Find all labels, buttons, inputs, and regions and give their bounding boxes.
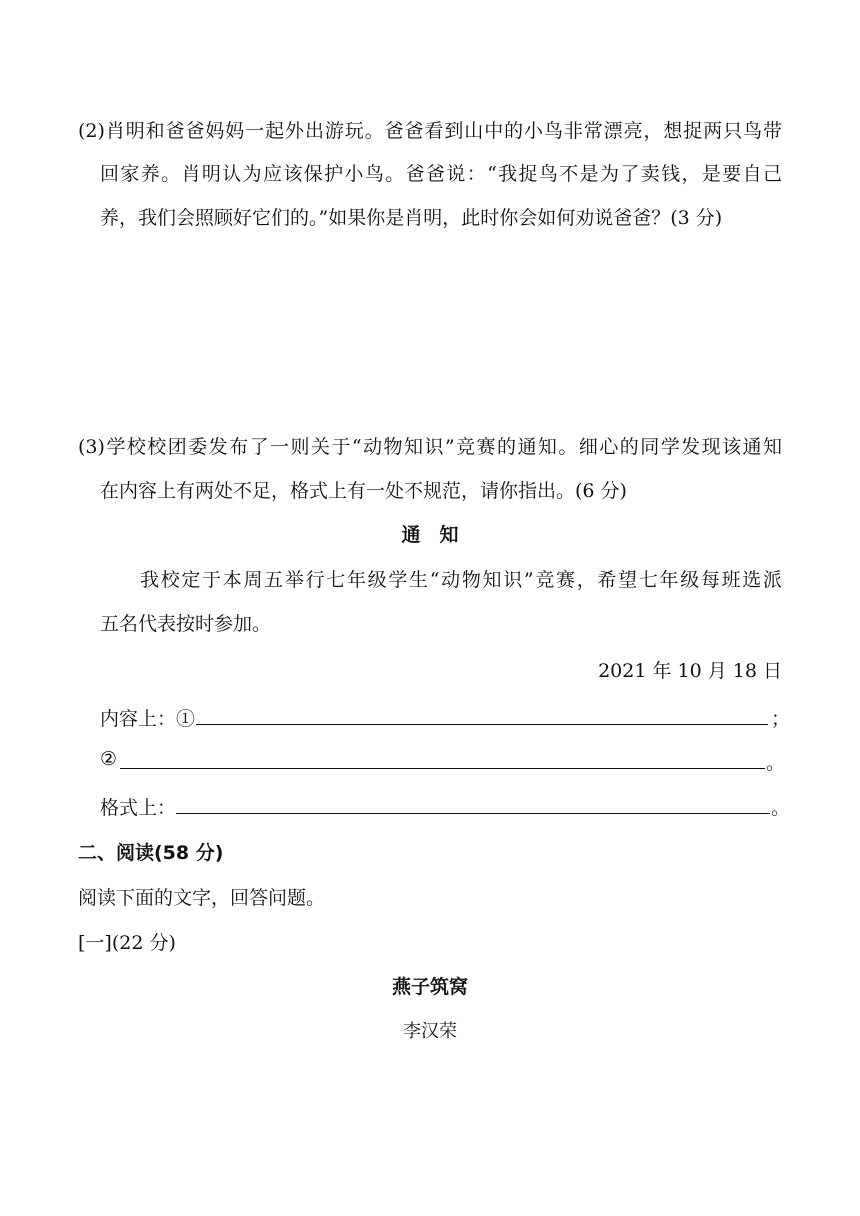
answer-line-content-1[interactable] <box>196 724 768 725</box>
notice-body-line-1: 我校定于本周五举行七年级学生“动物知识”竞赛，希望七年级每班选派 <box>140 569 782 591</box>
q3-line-1: (3)学校校团委发布了一则关于“动物知识”竞赛的通知。细心的同学发现该通知 <box>78 436 782 458</box>
notice-title: 通 知 <box>401 524 459 546</box>
format-end: 。 <box>771 797 791 819</box>
format-label: 格式上： <box>100 797 177 819</box>
q2-line-2: 回家养。肖明认为应该保护小鸟。爸爸说：“我捉鸟不是为了卖钱，是要自己 <box>100 163 782 185</box>
notice-body-line-2: 五名代表按时参加。 <box>100 613 272 635</box>
reading-instruction: 阅读下面的文字，回答问题。 <box>78 887 326 909</box>
content-label: 内容上：① <box>100 708 196 730</box>
circle-2-label: ② <box>100 748 118 770</box>
notice-date: 2021 年 10 月 18 日 <box>598 660 782 682</box>
q3-line-2: 在内容上有两处不足，格式上有一处不规范，请你指出。(6 分) <box>100 480 627 502</box>
q2-line-1: (2)肖明和爸爸妈妈一起外出游玩。爸爸看到山中的小鸟非常漂亮，想捉两只鸟带 <box>78 120 782 142</box>
article-author: 李汉荣 <box>403 1021 457 1042</box>
q2-line-3: 养，我们会照顾好它们的。”如果你是肖明，此时你会如何劝说爸爸？(3 分) <box>100 207 723 229</box>
answer-line-format[interactable] <box>176 813 770 814</box>
answer-line-content-2[interactable] <box>120 768 765 769</box>
content-end-1: ； <box>771 708 791 730</box>
content-end-2: 。 <box>766 752 786 774</box>
article-title: 燕子筑窝 <box>391 976 468 998</box>
section-heading: 二、阅读(58 分) <box>78 842 224 864</box>
part-label: [一](22 分) <box>78 932 176 954</box>
